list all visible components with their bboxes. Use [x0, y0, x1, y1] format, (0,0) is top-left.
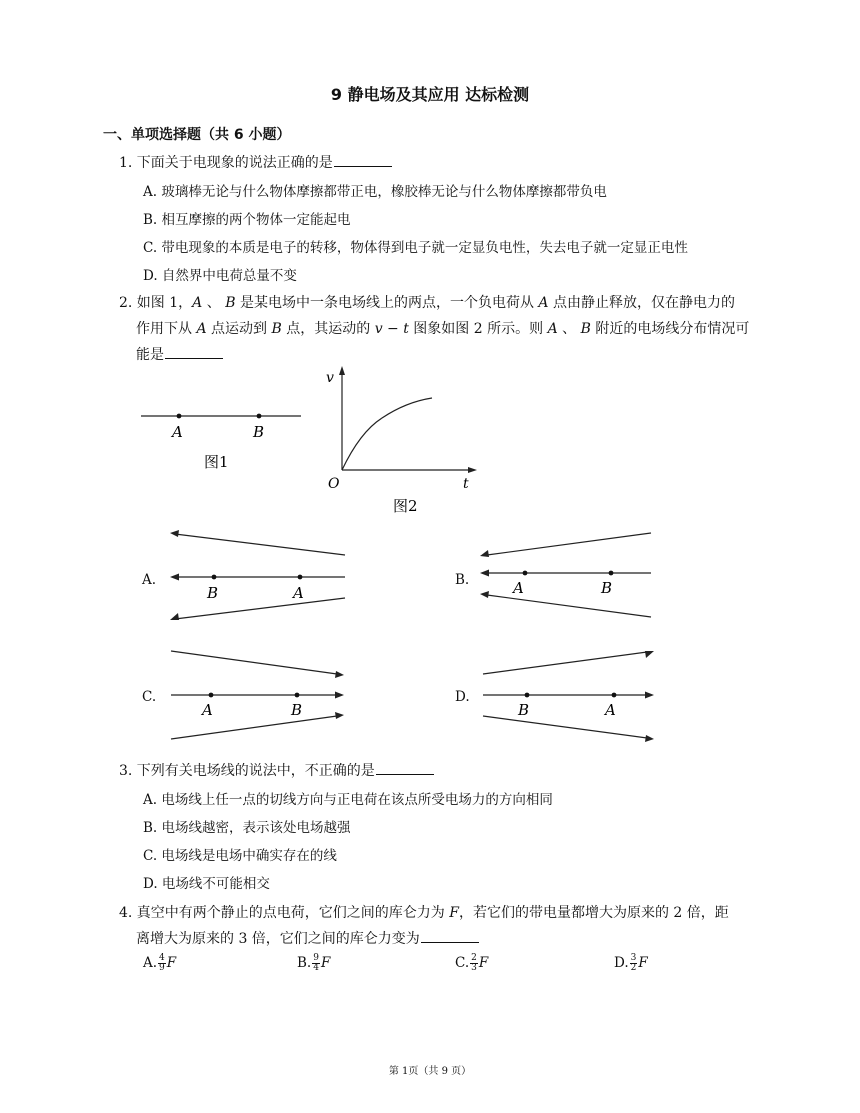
page-footer: 第 1页（共 9 页）	[388, 1066, 472, 1077]
q1-option-a[interactable]: A. 玻璃棒无论与什么物体摩擦都带正电，橡胶棒无论与什么物体摩擦都带负电	[143, 184, 607, 200]
figure-1-caption: 图1	[204, 453, 229, 471]
page-title: 9 静电场及其应用 达标检测	[330, 85, 530, 104]
point-b-dot	[257, 414, 262, 419]
q4-stem-line2: 离增大为原来的 3 倍，它们之间的库仑力变为	[136, 928, 479, 950]
svg-text:B: B	[291, 701, 303, 719]
point-a-dot	[177, 414, 182, 419]
q2-option-c-label[interactable]: C.	[142, 689, 157, 705]
answer-blank[interactable]	[421, 928, 479, 943]
figure-1	[135, 400, 310, 475]
v-axis-label: v	[326, 370, 334, 386]
svg-text:B: B	[207, 584, 219, 602]
q2-stem-line3: 能是	[136, 344, 223, 366]
q3-stem: 3. 下列有关电场线的说法中，不正确的是	[119, 760, 434, 782]
q2-option-d-diagram[interactable]	[475, 643, 665, 748]
q3-option-c[interactable]: C. 电场线是电场中确实存在的线	[143, 848, 337, 864]
svg-text:A: A	[202, 701, 213, 719]
q2-option-a-label[interactable]: A.	[142, 572, 157, 588]
answer-blank[interactable]	[376, 760, 434, 775]
q2-option-c-diagram[interactable]	[165, 643, 355, 748]
q2-stem-line1: 2. 如图 1，A 、 B 是某电场中一条电场线上的两点，一个负电荷从 A 点由静止释放，仅在静电力的	[119, 295, 735, 311]
q3-option-d[interactable]: D. 电场线不可能相交	[143, 876, 270, 892]
q3-option-b[interactable]: B. 电场线越密，表示该处电场越强	[143, 820, 351, 836]
q4-option-c[interactable]: C. $\frac{2}{3}$ F	[455, 953, 489, 973]
svg-text:A: A	[513, 579, 524, 597]
q2-option-b-label[interactable]: B.	[455, 572, 470, 588]
q1-option-c[interactable]: C. 带电现象的本质是电子的转移，物体得到电子就一定显负电性，失去电子就一定显正电性	[143, 240, 688, 256]
q2-option-d-label[interactable]: D.	[455, 689, 470, 705]
svg-text:B: B	[518, 701, 530, 719]
figure-2-caption: 图2	[393, 497, 418, 515]
q1-option-b[interactable]: B. 相互摩擦的两个物体一定能起电	[143, 212, 351, 228]
q2-option-b-diagram[interactable]	[475, 525, 665, 633]
q4-option-a[interactable]: A. $\frac{4}{9}$ F	[143, 953, 177, 973]
t-axis-label: t	[463, 476, 469, 492]
figure-2-vt-graph	[318, 364, 483, 519]
q3-option-a[interactable]: A. 电场线上任一点的切线方向与正电荷在该点所受电场力的方向相同	[143, 792, 553, 808]
point-a-label: A	[172, 423, 183, 441]
origin-label: O	[328, 476, 340, 492]
svg-text:A: A	[605, 701, 616, 719]
svg-text:A: A	[293, 584, 304, 602]
q4-stem-line1: 4. 真空中有两个静止的点电荷，它们之间的库仑力为 F，若它们的带电量都增大为原来的 2 倍，距	[119, 905, 729, 921]
answer-blank[interactable]	[334, 152, 392, 167]
svg-text:B: B	[601, 579, 613, 597]
q1-option-d[interactable]: D. 自然界中电荷总量不变	[143, 268, 297, 284]
q2-option-a-diagram[interactable]	[165, 525, 355, 633]
q4-option-b[interactable]: B. $\frac{9}{4}$ F	[297, 953, 331, 973]
point-b-label: B	[253, 423, 265, 441]
q2-stem-line2: 作用下从 A 点运动到 B 点，其运动的 v − t 图象如图 2 所示。则 A 、 B 附近的电场线分布情况可	[136, 321, 750, 337]
vt-curve	[342, 398, 432, 470]
section-heading: 一、单项选择题（共 6 小题）	[103, 127, 291, 143]
q4-option-d[interactable]: D. $\frac{3}{2}$ F	[614, 953, 648, 973]
answer-blank[interactable]	[165, 344, 223, 359]
q1-stem: 1. 下面关于电现象的说法正确的是	[119, 152, 392, 174]
